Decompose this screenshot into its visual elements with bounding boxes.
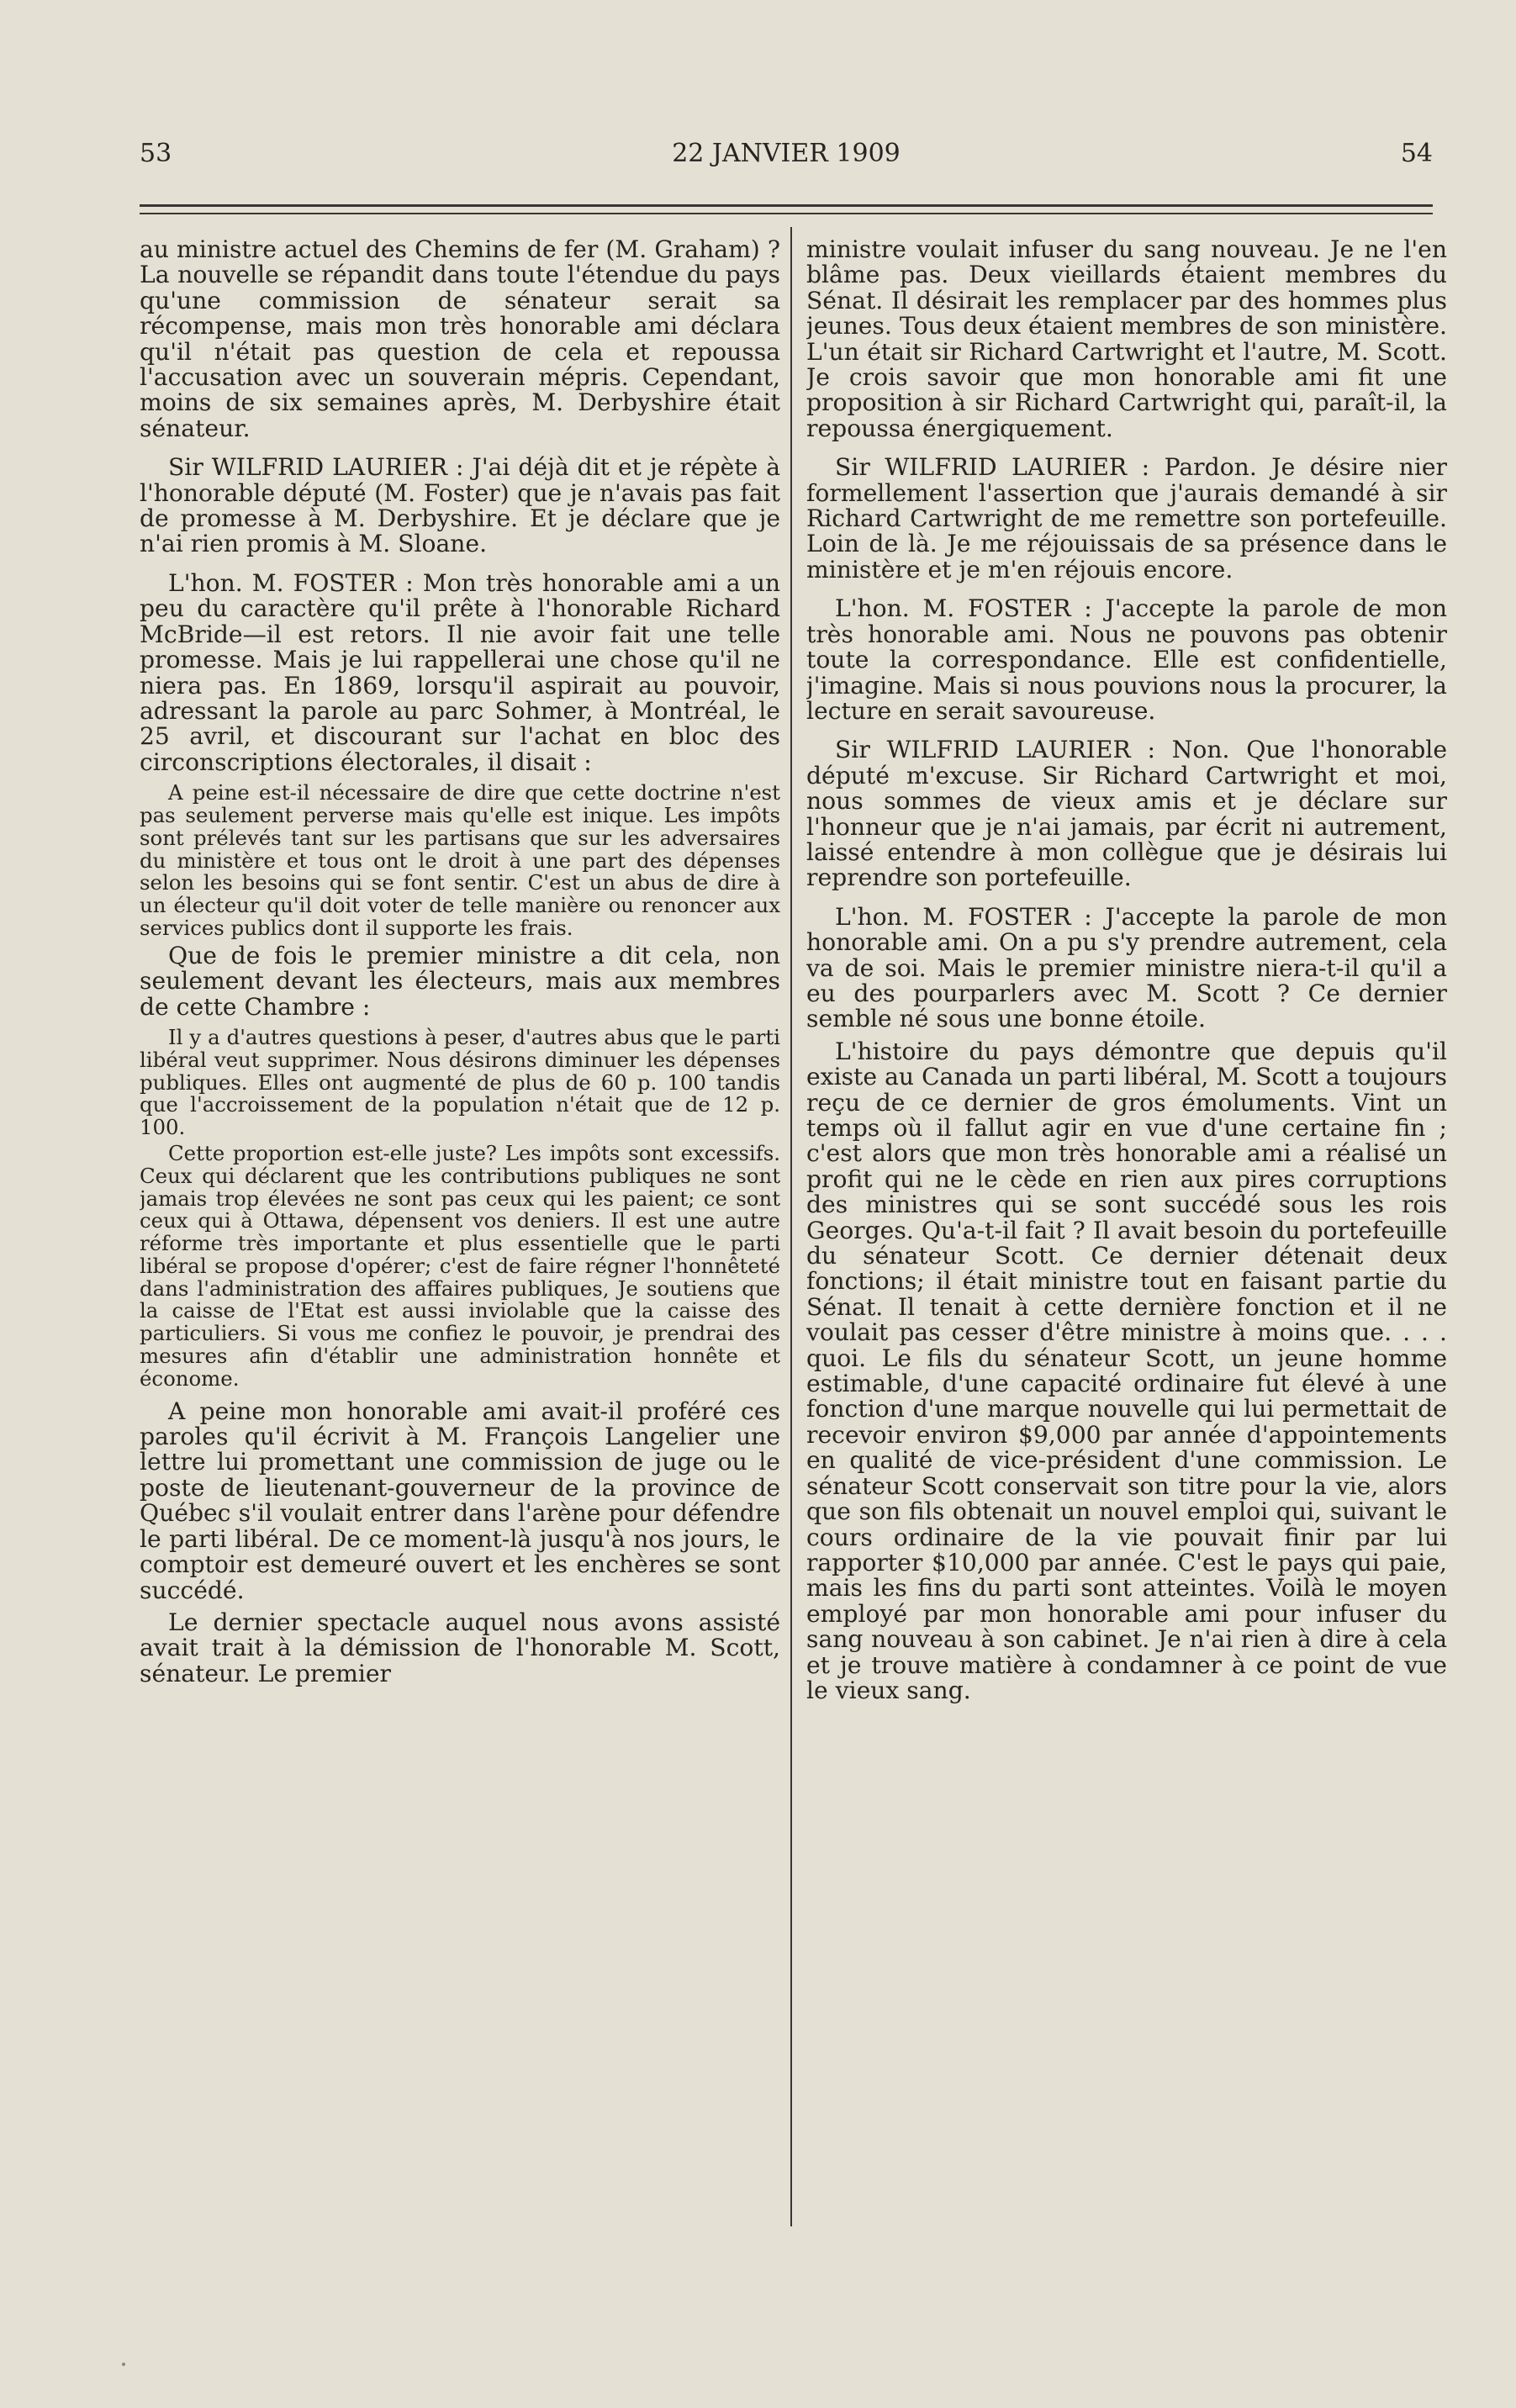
page-header — [140, 139, 1433, 172]
paragraph-speaker: L'hon. M. FOSTER : J'accepte la parole de mon honorable ami. On a pu s'y prendre autrement, cela va de soi. Mais le premier ministre niera-t-il qu'il a eu des pourparlers avec M. Scott ? Ce dernier semble né sous une bonne étoile. — [806, 902, 1447, 1033]
quotation: A peine est-il nécessaire de dire que cette doctrine n'est pas seulement perverse mais qu'elle est inique. Les impôts sont prélevés tant sur les partisans que sur les adversaires du ministère et tous ont le droit à une part des dépenses selon les besoins qui se font sentir. C'est un abus de dire à un électeur qu'il doit voter de telle manière ou renoncer aux services publics dont il supporte les frais. — [140, 780, 780, 940]
paragraph-speaker: Sir WILFRID LAURIER : Non. Que l'honorable député m'excuse. Sir Richard Cartwright et moi, nous sommes de vieux amis et je déclare sur l'honneur que je n'ai jamais, par écrit ni autrement, laissé entendre à mon collègue que je désirais lui reprendre son portefeuille. — [806, 736, 1447, 892]
left-column — [140, 237, 780, 2230]
paragraph: au ministre actuel des Chemins de fer (M. Graham) ? La nouvelle se répandit dans toute l'étendue du pays qu'une commission de sénateur serait sa récompense, mais mon très honorable ami déclara qu'il n'était pas question de cela et repoussa l'accusation avec un souverain mépris. Cependant, moins de six semaines après, M. Derbyshire était sénateur. — [140, 237, 780, 442]
paragraph: Que de fois le premier ministre a dit cela, non seulement devant les électeurs, mais aux membres de cette Chambre : — [140, 941, 780, 1021]
quotation: Cette proportion est-elle juste? Les impôts sont excessifs. Ceux qui déclarent que les contributions publiques ne sont jamais trop élevées ne sont pas ceux qui les paient; ce sont ceux qui à Ottawa, dépensent vos deniers. Il est une autre réforme très importante et plus essentielle que le parti libéral se propose d'opérer; c'est de faire régner l'honnêteté dans l'administration des affaires publiques, Je soutiens que la caisse de l'Etat est aussi inviolable que la caisse des particuliers. Si vous me confiez le pouvoir, je prendrai des mesures afin d'établir une administration honnête et économe. — [140, 1140, 780, 1391]
margin-mark — [122, 2363, 125, 2366]
right-column — [806, 237, 1447, 2230]
page-number-right: 54 — [1400, 139, 1433, 168]
paragraph-speaker: L'hon. M. FOSTER : Mon très honorable ami a un peu du caractère qu'il prête à l'honorable Richard McBride—il est retors. Il nie avoir fait une telle promesse. Mais je lui rappellerai une chose qu'il ne niera pas. En 1869, lorsqu'il aspirait au pouvoir, adressant la parole au parc Sohmer, à Montréal, le 25 avril, et discourant sur l'achat en bloc des circonscriptions électorales, il disait : — [140, 568, 780, 776]
paragraph: L'histoire du pays démontre que depuis qu'il existe au Canada un parti libéral, M. Scott a toujours reçu de ce dernier de gros émoluments. Vint un temps où il fallut agir en vue d'une certaine fin ; c'est alors que mon très honorable ami a réalisé un profit qui ne le cède en rien aux pires corruptions des ministres qui se sont succédé sous les rois Georges. Qu'a-t-il fait ? Il avait besoin du portefeuille du sénateur Scott. Ce dernier détenait deux fonctions; il était ministre tout en faisant partie du Sénat. Il tenait à cette dernière fonction et il ne voulait pas cesser d'être ministre à moins que. . . . quoi. Le fils du sénateur Scott, un jeune homme estimable, d'une capacité ordinaire fut élevé à une fonction d'une marque nouvelle qui lui permettait de recevoir environ $9,000 par année d'appointements en qualité de vice-président d'une commission. Le sénateur Scott conservait son titre pour la vie, alors que son fils obtenait un nouvel emploi qui, suivant le cours ordinaire de la vie pouvait finir par lui rapporter $10,000 par année. C'est le pays qui paie, mais les fins du parti sont atteintes. Voilà le moyen employé par mon honorable ami pour infuser du sang nouveau à son cabinet. Je n'ai rien à dire à cela et je trouve matière à condamner à ce point de vue le vieux sang. — [806, 1037, 1447, 1704]
column-divider — [790, 227, 792, 2226]
paragraph-speaker: L'hon. M. FOSTER : J'accepte la parole de mon très honorable ami. Nous ne pouvons pas obtenir toute la correspondance. Elle est confidentielle, j'imagine. Mais si nous pouvions nous la procurer, la lecture en serait savoureuse. — [806, 594, 1447, 725]
paragraph: ministre voulait infuser du sang nouveau. Je ne l'en blâme pas. Deux vieillards étaient membres du Sénat. Il désirait les remplacer par des hommes plus jeunes. Tous deux étaient membres de son ministère. L'un était sir Richard Cartwright et l'autre, M. Scott. Je crois savoir que mon honorable ami fit une proposition à sir Richard Cartwright qui, paraît-il, la repoussa énergiquement. — [806, 237, 1447, 442]
header-rule-bottom — [140, 213, 1433, 214]
page-date: 22 JANVIER 1909 — [672, 139, 901, 168]
paragraph-speaker: Sir WILFRID LAURIER : Pardon. Je désire nier formellement l'assertion que j'aurais demandé à sir Richard Cartwright de me remettre son portefeuille. Loin de là. Je me réjouissais de sa présence dans le ministère et je m'en réjouis encore. — [806, 453, 1447, 584]
paragraph: A peine mon honorable ami avait-il proféré ces paroles qu'il écrivit à M. François Langelier une lettre lui promettant une commission de juge ou le poste de lieutenant-gouverneur de la province de Québec s'il voulait entrer dans l'arène pour défendre le parti libéral. De ce moment-là jusqu'à nos jours, le comptoir est demeuré ouvert et les enchères se sont succédé. — [140, 1397, 780, 1604]
paragraph: Le dernier spectacle auquel nous avons assisté avait trait à la démission de l'honorable M. Scott, sénateur. Le premier — [140, 1608, 780, 1687]
header-rule-top — [140, 204, 1433, 207]
paragraph-speaker: Sir WILFRID LAURIER : J'ai déjà dit et je répète à l'honorable député (M. Foster) que je n'avais pas fait de promesse à M. Derbyshire. Et je déclare que je n'ai rien promis à M. Sloane. — [140, 453, 780, 558]
page-number-left: 53 — [140, 139, 172, 168]
quotation: Il y a d'autres questions à peser, d'autres abus que le parti libéral veut supprimer. Nous désirons diminuer les dépenses publiques. Elles ont augmenté de plus de 60 p. 100 tandis que l'accroissement de la population n'était que de 12 p. 100. — [140, 1024, 780, 1140]
